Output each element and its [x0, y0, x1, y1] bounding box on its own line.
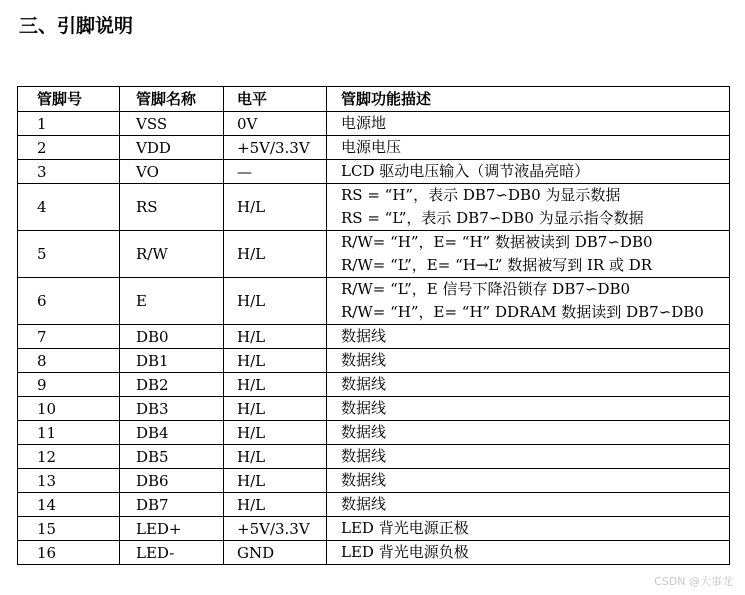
description-line: 数据线 [341, 471, 387, 489]
table-row [18, 184, 730, 231]
table-row [18, 278, 730, 325]
description-cell [327, 184, 730, 231]
description-cell [327, 469, 730, 493]
pin-number-cell: 16 [18, 541, 120, 565]
description-cell [327, 278, 730, 325]
level-cell: H/L [224, 349, 327, 373]
level-cell: GND [224, 541, 327, 565]
description-line: RS = “L”，表示 DB7∽DB0 为显示指令数据 [341, 209, 644, 227]
table-row [18, 160, 730, 184]
header-level: 电平 [224, 87, 327, 112]
pin-number-cell: 4 [18, 184, 120, 231]
description-cell [327, 445, 730, 469]
pin-table [17, 86, 730, 565]
pin-name-cell: RS [120, 184, 224, 231]
table-row [18, 136, 730, 160]
pin-number-cell: 14 [18, 493, 120, 517]
pin-name-cell: DB7 [120, 493, 224, 517]
table-row [18, 397, 730, 421]
description-line: LCD 驱动电压输入（调节液晶亮暗） [341, 162, 590, 180]
level-cell: H/L [224, 325, 327, 349]
header-pin-number: 管脚号 [18, 87, 120, 112]
pin-name-cell: VDD [120, 136, 224, 160]
level-cell: H/L [224, 373, 327, 397]
table-row [18, 469, 730, 493]
pin-number-cell: 13 [18, 469, 120, 493]
description-line: 电源电压 [341, 138, 402, 156]
level-cell: — [224, 160, 327, 184]
pin-name-cell: DB0 [120, 325, 224, 349]
header-description: 管脚功能描述 [327, 87, 730, 112]
description-cell [327, 397, 730, 421]
pin-number-cell: 12 [18, 445, 120, 469]
pin-number-cell: 10 [18, 397, 120, 421]
description-line: R/W= “H”，E= “H” 数据被读到 DB7∽DB0 [341, 233, 653, 251]
table-row [18, 445, 730, 469]
pin-number-cell: 8 [18, 349, 120, 373]
level-cell: H/L [224, 493, 327, 517]
pin-name-cell: DB1 [120, 349, 224, 373]
description-cell [327, 517, 730, 541]
description-line: LED 背光电源负极 [341, 543, 469, 561]
description-line: 数据线 [341, 423, 387, 441]
pin-name-cell: E [120, 278, 224, 325]
description-line: R/W= “H”，E= “H” DDRAM 数据读到 DB7∽DB0 [341, 303, 704, 321]
description-line: LED 背光电源正极 [341, 519, 469, 537]
description-line: RS = “H”，表示 DB7∽DB0 为显示数据 [341, 186, 621, 204]
pin-name-cell: LED+ [120, 517, 224, 541]
description-line: 电源地 [341, 114, 387, 132]
table-row [18, 517, 730, 541]
table-row [18, 112, 730, 136]
table-row [18, 231, 730, 278]
watermark: CSDN @大事龙 [654, 575, 733, 588]
level-cell: H/L [224, 278, 327, 325]
pin-name-cell: DB4 [120, 421, 224, 445]
header-pin-name: 管脚名称 [120, 87, 224, 112]
pin-number-cell: 11 [18, 421, 120, 445]
pin-name-cell: LED- [120, 541, 224, 565]
description-cell [327, 541, 730, 565]
description-cell [327, 421, 730, 445]
pin-name-cell: DB3 [120, 397, 224, 421]
description-line: 数据线 [341, 327, 387, 345]
table-row [18, 325, 730, 349]
level-cell: 0V [224, 112, 327, 136]
pin-name-cell: VSS [120, 112, 224, 136]
description-cell [327, 373, 730, 397]
description-cell [327, 349, 730, 373]
description-line: 数据线 [341, 495, 387, 513]
level-cell: H/L [224, 469, 327, 493]
description-cell [327, 231, 730, 278]
level-cell: H/L [224, 421, 327, 445]
pin-number-cell: 9 [18, 373, 120, 397]
description-cell [327, 112, 730, 136]
pin-name-cell: VO [120, 160, 224, 184]
section-title: 三、引脚说明 [19, 15, 134, 37]
table-row [18, 493, 730, 517]
table-body [18, 112, 730, 565]
description-line: R/W= “L”，E 信号下降沿锁存 DB7∽DB0 [341, 280, 631, 298]
pin-name-cell: DB5 [120, 445, 224, 469]
pin-name-cell: R/W [120, 231, 224, 278]
description-line: 数据线 [341, 399, 387, 417]
pin-name-cell: DB2 [120, 373, 224, 397]
pin-number-cell: 1 [18, 112, 120, 136]
pin-number-cell: 7 [18, 325, 120, 349]
level-cell: +5V/3.3V [224, 517, 327, 541]
description-cell [327, 325, 730, 349]
description-line: 数据线 [341, 351, 387, 369]
description-cell [327, 493, 730, 517]
table-row [18, 541, 730, 565]
level-cell: +5V/3.3V [224, 136, 327, 160]
description-line: 数据线 [341, 375, 387, 393]
pin-number-cell: 6 [18, 278, 120, 325]
description-cell [327, 160, 730, 184]
pin-number-cell: 3 [18, 160, 120, 184]
pin-name-cell: DB6 [120, 469, 224, 493]
pin-number-cell: 2 [18, 136, 120, 160]
table-row [18, 373, 730, 397]
pin-number-cell: 5 [18, 231, 120, 278]
level-cell: H/L [224, 184, 327, 231]
table-row [18, 421, 730, 445]
table-header-row [18, 87, 730, 112]
description-line: R/W= “L”，E= “H→L” 数据被写到 IR 或 DR [341, 256, 653, 274]
table-row [18, 349, 730, 373]
level-cell: H/L [224, 397, 327, 421]
description-cell [327, 136, 730, 160]
level-cell: H/L [224, 231, 327, 278]
pin-number-cell: 15 [18, 517, 120, 541]
description-line: 数据线 [341, 447, 387, 465]
level-cell: H/L [224, 445, 327, 469]
